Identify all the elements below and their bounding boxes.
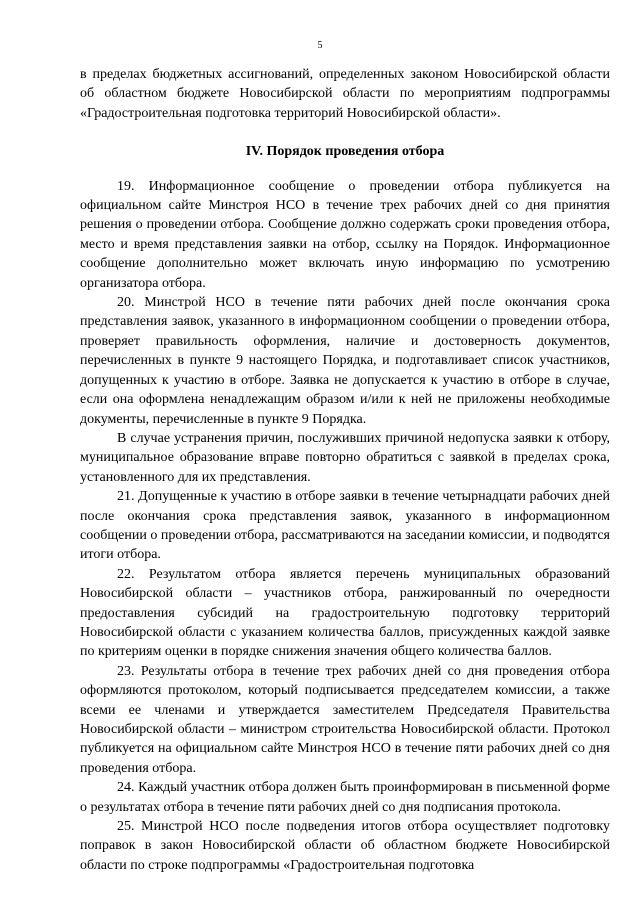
paragraph-25: 25. Минстрой НСО после подведения итогов отбора осуществляет подготовку поправок в закон Новосибирской области об областном бюджете Новосибирской области по строке подпрограммы «Градостроительная подготовка: [80, 819, 610, 873]
paragraph-21: 21. Допущенные к участию в отборе заявки в течение четырнадцати рабочих дней после окончания срока представления заявок, указанного в информационном сообщении о проведении отбора, рассматриваются на заседании комиссии, и подводятся итоги отбора.: [80, 489, 610, 563]
document-body: [80, 65, 610, 875]
paragraph-24: 24. Каждый участник отбора должен быть проинформирован в письменной форме о результатах отбора в течение пяти рабочих дней со дня подписания протокола.: [80, 780, 610, 815]
paragraph-22: 22. Результатом отбора является перечень муниципальных образований Новосибирской области – участников отбора, ранжированный по очередности предоставления субсидий на градостроительную подготовку территорий Новосибирской области с указанием количества баллов, присужденных каждой заявке по критериям оценки в порядке снижения значения общего количества баллов.: [80, 566, 610, 660]
paragraph-20-continuation: В случае устранения причин, послуживших причиной недопуска заявки к отбору, муниципальное образование вправе повторно обратиться с заявкой в пределах срока, установленного для их представления.: [80, 430, 610, 485]
intro-paragraph: в пределах бюджетных ассигнований, определенных законом Новосибирской области об областном бюджете Новосибирской области по мероприятиям подпрограммы «Градостроительная подготовка территорий Новосибирской области».: [80, 67, 610, 121]
page-number: 5: [317, 40, 323, 51]
paragraph-19: 19. Информационное сообщение о проведении отбора публикуется на официальном сайте Минстроя НСО в течение трех рабочих дней со дня принятия решения о проведении отбора. Сообщение должно содержать сроки проведения отбора, место и время представления заявки на отбор, ссылку на Порядок. Информационное сообщение дополнительно может включать иную информацию по усмотрению организатора отбора.: [80, 178, 610, 291]
paragraph-23: 23. Результаты отбора в течение трех рабочих дней со дня проведения отбора оформляются протоколом, который подписывается председателем комиссии, а также всеми ее членами и утверждается заместителем Председателя Правительства Новосибирской области – министром строительства Новосибирской области. Протокол публикуется на официальном сайте Минстроя НСО в течение пяти рабочих дней со дня проведения отбора.: [80, 663, 610, 776]
section-title: IV. Порядок проведения отбора: [245, 144, 445, 160]
paragraph-20: 20. Минстрой НСО в течение пяти рабочих дней после окончания срока представления заявок, указанного в информационном сообщении о проведении отбора, проверяет правильность оформления, наличие и достоверность документов, перечисленных в пункте 9 настоящего Порядка, и подготавливает список участников, допущенных к участию в отборе. Заявка не допускается к участию в отборе в случае, если она оформлена ненадлежащим образом и/или к ней не приложены необходимые документы, перечисленные в пункте 9 Порядка.: [80, 295, 610, 427]
